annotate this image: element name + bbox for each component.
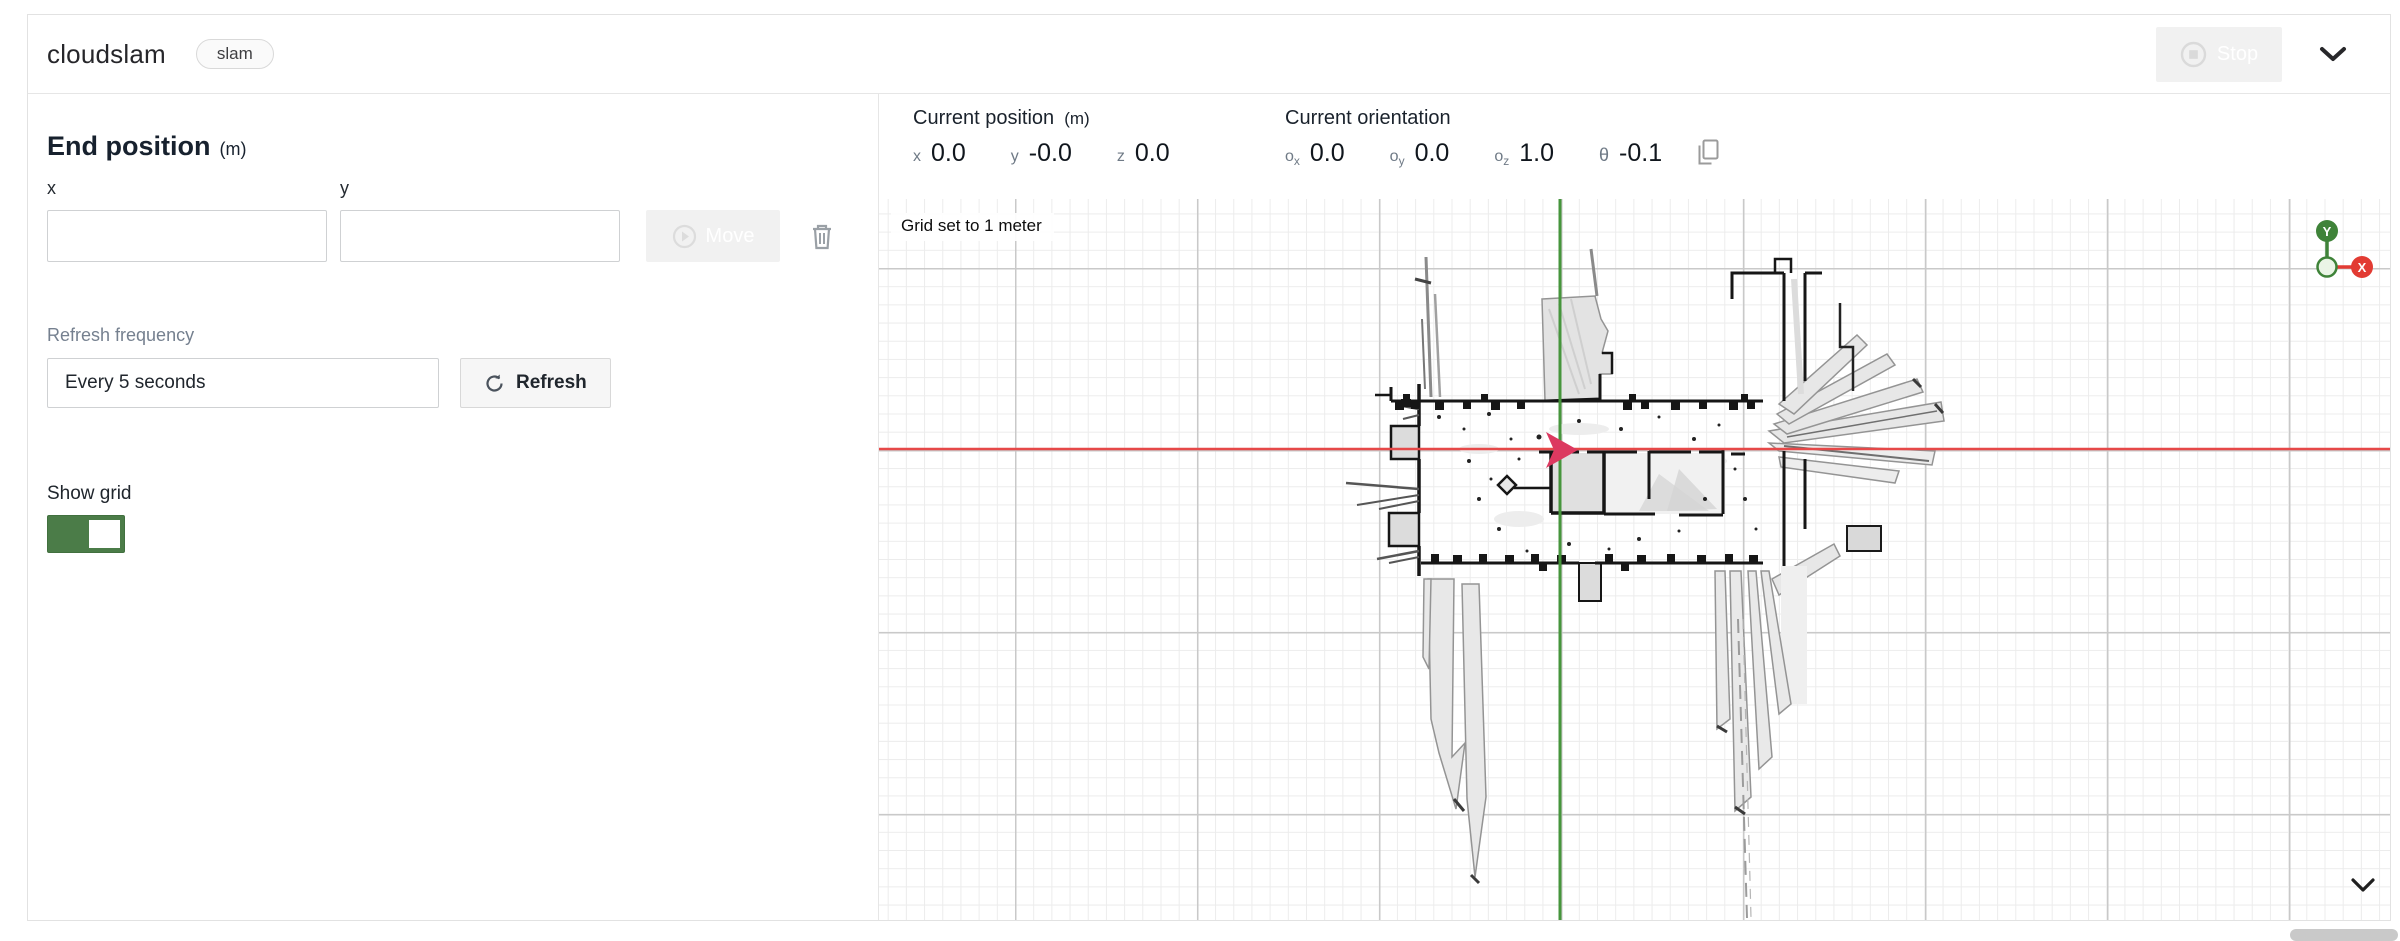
map-expand-chevron-icon[interactable] [2350,877,2376,898]
current-orientation-title: Current orientation [1285,107,1451,129]
slam-map-art [879,199,2390,920]
position-y-readout: y -0.0 [1010,139,1072,167]
slam-type-badge: slam [196,39,274,69]
orientation-theta-readout: θ -0.1 [1599,139,1663,167]
end-position-x-input[interactable] [47,210,327,262]
move-button-label: Move [705,224,755,247]
stop-button[interactable] [2156,27,2282,82]
collapse-chevron-icon[interactable] [2318,39,2348,69]
cloudslam-card [27,14,2391,921]
axis-gizmo-icon [2312,217,2376,286]
refresh-button[interactable] [460,358,611,408]
pose-info-bar [879,94,2390,199]
toggle-knob [89,520,120,548]
refresh-frequency-value: Every 5 seconds [65,372,206,393]
orientation-oy-readout: $o_y$ 0.0 [1389,139,1450,169]
refresh-icon [484,373,505,394]
play-circle-icon [672,224,697,249]
refresh-button-label: Refresh [516,372,587,393]
show-grid-toggle[interactable] [47,515,125,553]
copy-pose-button[interactable] [1696,139,1720,172]
control-panel [28,94,879,920]
y-field-label: y [340,178,349,198]
move-button[interactable] [646,210,780,262]
current-position-unit: (m) [1064,109,1090,128]
map-region [879,94,2390,920]
map-canvas[interactable] [879,199,2390,920]
end-position-y-input[interactable] [340,210,620,262]
position-x-readout: x 0.0 [913,139,966,167]
page-title: cloudslam [47,38,166,69]
stop-icon [2180,41,2207,68]
end-position-unit: (m) [219,139,247,159]
position-z-readout: z 0.0 [1116,139,1170,167]
refresh-frequency-select[interactable] [47,358,439,408]
refresh-frequency-label: Refresh frequency [47,325,195,345]
svg-text:X: X [2357,260,2367,275]
svg-text:Y: Y [2322,224,2332,239]
horizontal-scrollbar-thumb[interactable] [2290,929,2398,941]
orientation-oz-readout: $o_z$ 1.0 [1494,139,1555,169]
current-position-group [913,107,1285,199]
orientation-ox-readout: $o_x$ 0.0 [1285,139,1345,169]
end-position-heading [47,131,878,162]
current-orientation-group [1285,107,1688,199]
end-position-title: End position [47,131,211,161]
stop-button-label: Stop [2216,42,2259,65]
card-header [28,15,2390,94]
x-field-label: x [47,178,56,198]
show-grid-label: Show grid [47,483,132,504]
delete-end-position-button[interactable] [810,222,834,251]
grid-scale-caption: Grid set to 1 meter [891,213,1054,241]
current-position-title: Current position [913,107,1055,129]
